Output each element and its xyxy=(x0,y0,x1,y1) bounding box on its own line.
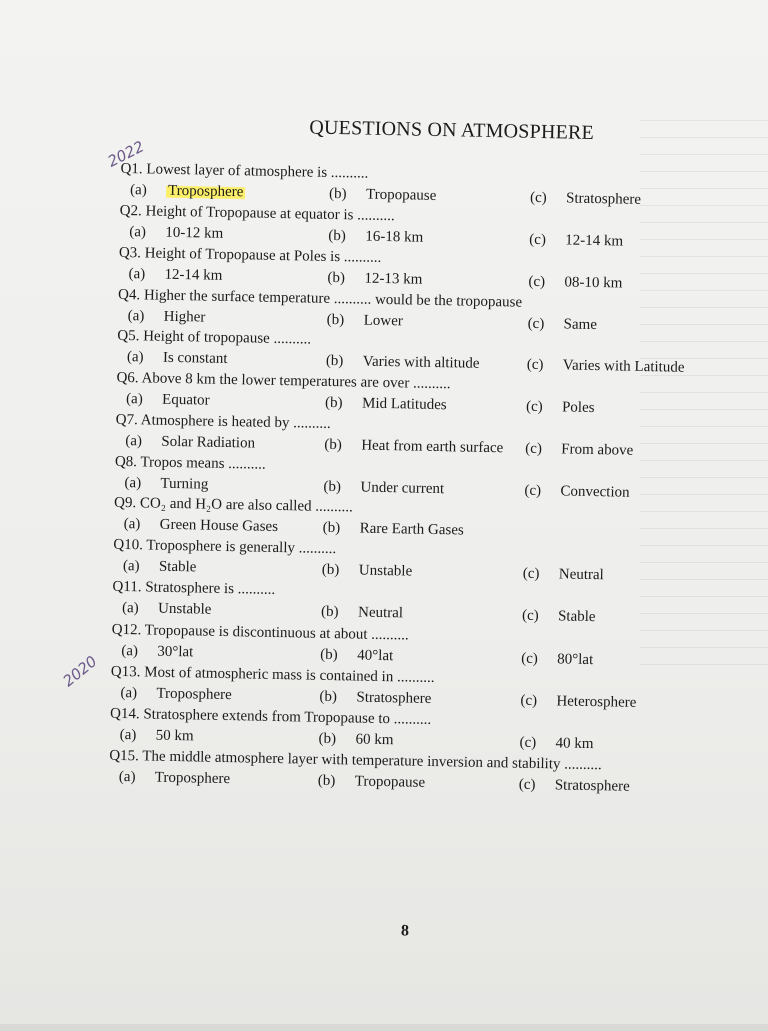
option-c-text: Poles xyxy=(561,399,595,417)
option-label-c: (c) xyxy=(525,440,543,458)
option-label-a: (a) xyxy=(120,684,138,702)
option-label-c: (c) xyxy=(518,776,536,793)
option-label-b: (b) xyxy=(325,352,344,370)
option-label-a: (a) xyxy=(126,349,144,366)
option-a-text: Solar Radiation xyxy=(161,433,256,452)
option-label-b: (b) xyxy=(328,185,347,203)
option-a-text: Unstable xyxy=(157,600,212,618)
option-label-a: (a) xyxy=(125,433,143,450)
option-c-text: Stratosphere xyxy=(565,190,642,208)
option-label-b: (b) xyxy=(321,561,340,579)
page-number: 8 xyxy=(400,922,410,940)
option-b-text: 40°lat xyxy=(357,647,394,665)
option-label-c: (c) xyxy=(526,356,544,374)
option-label-a: (a) xyxy=(128,266,146,283)
option-b-text: Unstable xyxy=(358,562,413,580)
option-b-text: Tropopause xyxy=(354,773,426,791)
question-text: Q13. Most of atmospheric mass is contained in .......... xyxy=(110,663,435,686)
option-label-b: (b) xyxy=(328,227,346,245)
option-b-text: Tropopause xyxy=(365,186,437,204)
option-label-a: (a) xyxy=(119,726,137,744)
option-c-text: Heterosphere xyxy=(556,693,637,711)
question-text: Q8. Tropos means .......... xyxy=(114,453,266,473)
option-label-c: (c) xyxy=(529,231,547,249)
option-label-c: (c) xyxy=(524,482,542,500)
option-label-a: (a) xyxy=(118,768,136,786)
question-text: Q2. Height of Tropopause at equator is .......... xyxy=(119,202,395,225)
option-a-text: Equator xyxy=(161,391,210,409)
option-c-text: From above xyxy=(561,441,634,459)
option-a-text: 50 km xyxy=(155,727,194,745)
question-text: Q10. Troposphere is generally .......... xyxy=(113,536,337,558)
option-c-text: Stable xyxy=(557,608,596,626)
option-label-b: (b) xyxy=(320,603,339,621)
option-label-a: (a) xyxy=(122,557,140,575)
option-a-text: Stable xyxy=(158,558,197,576)
option-label-b: (b) xyxy=(326,311,345,329)
question-text: Q7. Atmosphere is heated by .......... xyxy=(115,411,331,432)
option-label-a: (a) xyxy=(121,642,139,660)
option-b-text: Varies with altitude xyxy=(362,353,480,372)
question-text: Q3. Height of Tropopause at Poles is .......... xyxy=(118,244,382,266)
option-label-c: (c) xyxy=(529,189,547,207)
option-label-b: (b) xyxy=(319,688,338,706)
question-text: Q6. Above 8 km the lower temperatures are over .......... xyxy=(116,369,451,393)
option-a-text: 12-14 km xyxy=(164,266,223,284)
question-text: Q15. The middle atmosphere layer with temperature inversion and stability .......... xyxy=(109,747,602,774)
option-b-text: Lower xyxy=(363,312,403,330)
option-label-c: (c) xyxy=(521,607,539,624)
option-c-text: 12-14 km xyxy=(565,232,624,250)
option-b-text: 60 km xyxy=(355,731,394,749)
option-b-text: Neutral xyxy=(357,604,404,622)
option-label-a: (a) xyxy=(129,224,147,241)
option-c-text: Stratosphere xyxy=(554,777,630,795)
option-a-text: Green House Gases xyxy=(159,516,279,535)
option-label-c: (c) xyxy=(521,650,539,667)
question-text: Q1. Lowest layer of atmosphere is .......... xyxy=(120,160,369,182)
option-label-c: (c) xyxy=(525,398,543,416)
handwritten-year-note: 2020 xyxy=(59,652,101,691)
option-c-text: Same xyxy=(563,316,598,334)
option-b-text: Heat from earth surface xyxy=(361,437,504,457)
option-label-a: (a) xyxy=(124,475,142,492)
option-label-b: (b) xyxy=(327,269,346,287)
option-label-b: (b) xyxy=(320,646,338,664)
option-label-c: (c) xyxy=(520,692,538,709)
option-label-b: (b) xyxy=(317,772,336,790)
question-text: Q5. Height of tropopause .......... xyxy=(117,327,312,348)
option-a-text: Troposphere xyxy=(156,685,232,704)
option-a-text: Troposphere xyxy=(154,769,231,788)
option-label-a: (a) xyxy=(123,516,141,533)
question-text: Q4. Higher the surface temperature .......... would be the tropopause xyxy=(117,286,523,311)
option-label-c: (c) xyxy=(522,565,540,582)
option-a-text: Turning xyxy=(160,475,209,493)
option-a-text: Higher xyxy=(163,308,206,326)
option-b-text: 12-13 km xyxy=(364,270,423,288)
option-label-c: (c) xyxy=(527,315,545,333)
question-text: Q14. Stratosphere extends from Tropopause to .......... xyxy=(109,705,432,728)
option-b-text: Rare Earth Gases xyxy=(359,520,464,539)
option-label-b: (b) xyxy=(324,436,342,454)
option-a-text: Is constant xyxy=(162,349,228,367)
option-a-text: Troposphere xyxy=(166,183,246,202)
option-label-b: (b) xyxy=(324,394,343,412)
question-text: Q9. CO₂ and H₂O are also called .......... xyxy=(113,494,353,516)
option-label-b: (b) xyxy=(322,519,341,537)
option-b-text: 16-18 km xyxy=(365,228,424,246)
option-a-text: 10-12 km xyxy=(165,224,224,242)
option-a-text: 30°lat xyxy=(157,643,194,661)
option-c-text: Varies with Latitude xyxy=(562,357,685,376)
option-b-text: Under current xyxy=(360,479,445,498)
option-label-b: (b) xyxy=(318,730,337,748)
option-label-c: (c) xyxy=(519,734,537,751)
option-label-c: (c) xyxy=(528,273,546,291)
option-c-text: 80°lat xyxy=(557,651,594,669)
question-text: Q11. Stratosphere is .......... xyxy=(112,578,276,598)
option-label-a: (a) xyxy=(127,308,145,325)
option-label-a: (a) xyxy=(121,599,139,617)
option-label-b: (b) xyxy=(323,478,342,496)
option-c-text: 08-10 km xyxy=(564,274,623,292)
option-b-text: Mid Latitudes xyxy=(361,395,447,414)
question-text: Q12. Tropopause is discontinuous at about .......... xyxy=(111,621,409,644)
option-label-a: (a) xyxy=(125,391,143,408)
option-c-text: Convection xyxy=(560,483,630,501)
option-b-text: Stratosphere xyxy=(356,689,432,707)
option-c-text: 40 km xyxy=(555,735,594,753)
handwritten-year-note: 2022 xyxy=(104,137,148,171)
option-label-a: (a) xyxy=(129,182,147,199)
page-title: QUESTIONS ON ATMOSPHERE xyxy=(309,116,595,144)
option-c-text: Neutral xyxy=(558,566,604,584)
